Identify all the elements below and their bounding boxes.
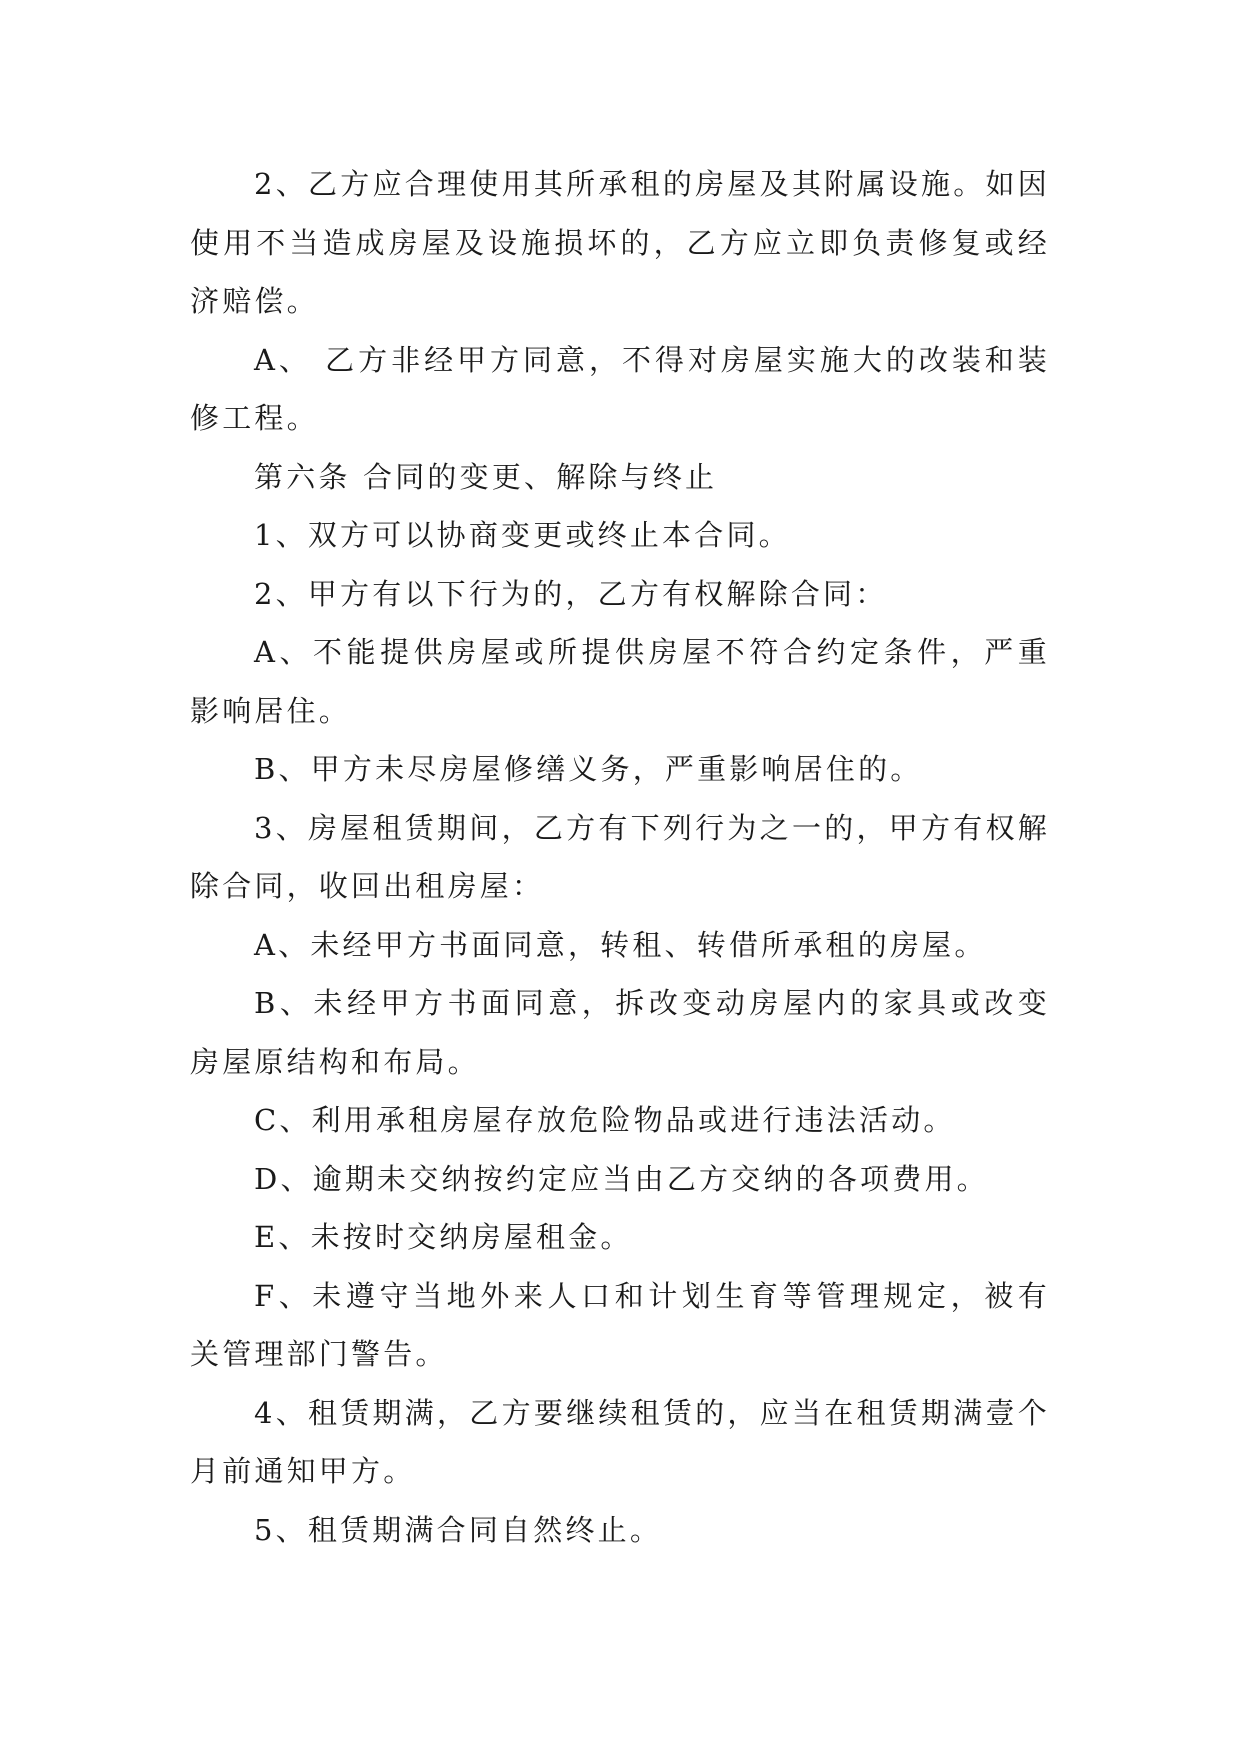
section-heading-article-6: 第六条 合同的变更、解除与终止: [254, 459, 718, 494]
paragraph-clause-3-tenant: 3、房屋租赁期间，乙方有下列行为之一的，甲方有权解除合同，收回出租房屋：: [190, 810, 1050, 903]
paragraph-clause-3f: F、未遵守当地外来人口和计划生育等管理规定，被有关管理部门警告。: [190, 1278, 1050, 1371]
paragraph-clause-a-renovation: A、 乙方非经甲方同意，不得对房屋实施大的改装和装修工程。: [190, 342, 1050, 435]
paragraph-clause-2a: A、不能提供房屋或所提供房屋不符合约定条件，严重影响居住。: [190, 635, 1050, 728]
paragraph-clause-1-mutual: 1、双方可以协商变更或终止本合同。: [254, 518, 791, 552]
document-body: [190, 155, 1050, 1559]
paragraph-clause-3b: B、未经甲方书面同意，拆改变动房屋内的家具或改变房屋原结构和布局。: [190, 986, 1050, 1079]
paragraph-clause-2-landlord: 2、甲方有以下行为的，乙方有权解除合同：: [254, 576, 888, 611]
paragraph-clause-2-use: 2、乙方应合理使用其所承租的房屋及其附属设施。如因使用不当造成房屋及设施损坏的，乙方应立即负责修复或经济赔偿。: [190, 167, 1050, 318]
paragraph-clause-5-expiry: 5、租赁期满合同自然终止。: [254, 1512, 663, 1547]
paragraph-clause-3c: C、利用承租房屋存放危险物品或进行违法活动。: [254, 1103, 956, 1137]
paragraph-clause-3d: D、逾期未交纳按约定应当由乙方交纳的各项费用。: [254, 1161, 989, 1196]
paragraph-clause-3a: A、未经甲方书面同意，转租、转借所承租的房屋。: [254, 927, 987, 962]
paragraph-clause-2b: B、甲方未尽房屋修缮义务，严重影响居住的。: [254, 752, 923, 786]
paragraph-clause-4-renewal: 4、租赁期满，乙方要继续租赁的，应当在租赁期满壹个月前通知甲方。: [190, 1395, 1050, 1488]
paragraph-clause-3e: E、未按时交纳房屋租金。: [254, 1220, 633, 1254]
